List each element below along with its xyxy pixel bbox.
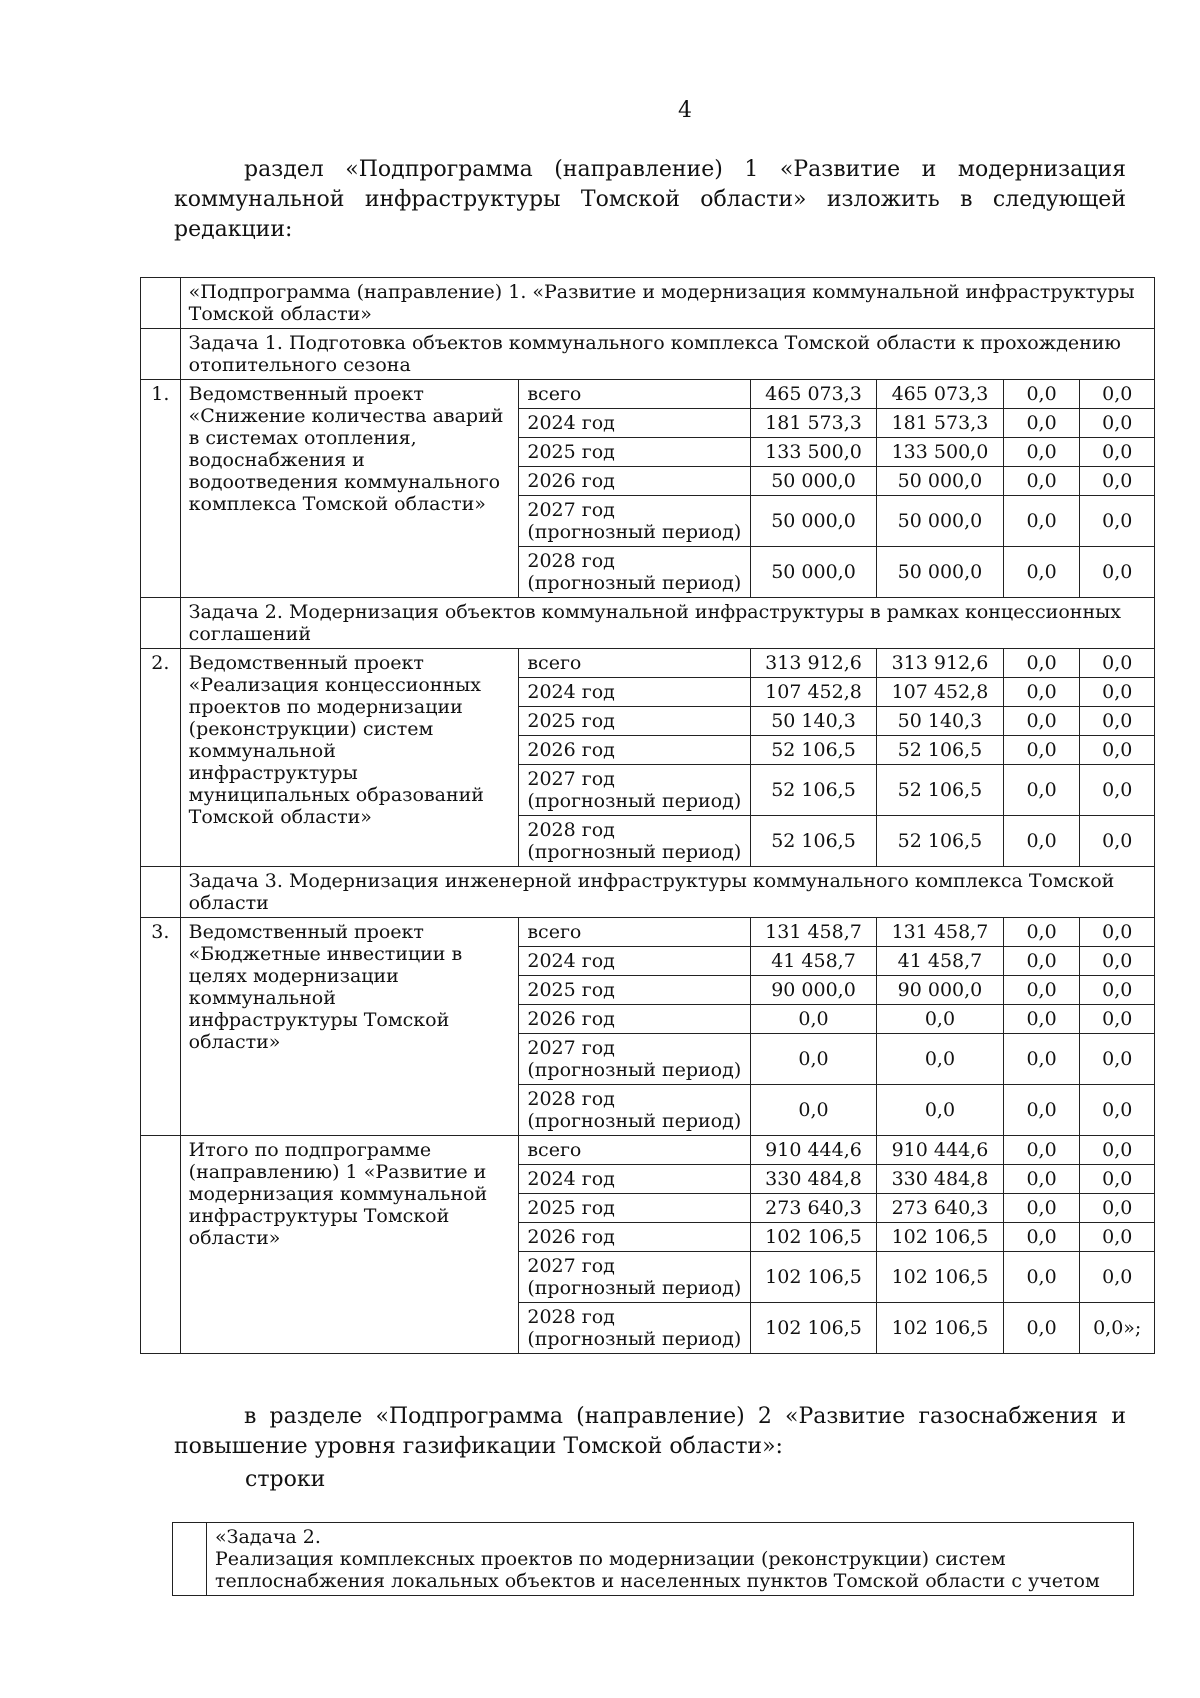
task-title: Задача 3. Модернизация инженерной инфраструктуры коммунального комплекса Томской области [180,867,1154,918]
value-cell-v3: 0,0 [1003,918,1080,947]
third-paragraph: строки [245,1467,326,1492]
value-cell-v3: 0,0 [1003,1085,1080,1136]
value-cell-v2: 52 106,5 [877,736,1003,765]
period-cell: 2024 год [519,1165,750,1194]
page-number: 4 [678,98,692,123]
value-cell-v4: 0,0 [1080,438,1155,467]
value-cell-v2: 131 458,7 [877,918,1003,947]
period-cell: всего [519,918,750,947]
value-cell-v1: 52 106,5 [750,816,876,867]
value-cell-v2: 313 912,6 [877,649,1003,678]
value-cell-v4: 0,0 [1080,1223,1155,1252]
value-cell-v1: 52 106,5 [750,765,876,816]
value-cell-v4: 0,0 [1080,1034,1155,1085]
row-number: 1. [141,380,181,598]
value-cell-v3: 0,0 [1003,380,1080,409]
tail-table [172,1522,1134,1596]
value-cell-v1: 90 000,0 [750,976,876,1005]
value-cell-v2: 102 106,5 [877,1223,1003,1252]
value-cell-v2: 90 000,0 [877,976,1003,1005]
value-cell-v2: 0,0 [877,1085,1003,1136]
value-cell-v4: 0,0 [1080,467,1155,496]
value-cell-v3: 0,0 [1003,1252,1080,1303]
value-cell-v3: 0,0 [1003,1034,1080,1085]
period-cell: 2028 год (прогнозный период) [519,1085,750,1136]
value-cell-v1: 181 573,3 [750,409,876,438]
value-cell-v4: 0,0 [1080,707,1155,736]
row-number [141,1136,181,1354]
value-cell-v4: 0,0 [1080,816,1155,867]
value-cell-v4: 0,0 [1080,736,1155,765]
value-cell-v4: 0,0 [1080,547,1155,598]
value-cell-v4: 0,0 [1080,380,1155,409]
task-number-cell [141,867,181,918]
value-cell-v2: 465 073,3 [877,380,1003,409]
header-number-cell [141,278,181,329]
period-cell: 2025 год [519,707,750,736]
period-cell: 2027 год (прогнозный период) [519,765,750,816]
period-cell: 2024 год [519,678,750,707]
tail-number-cell [173,1523,207,1596]
value-cell-v3: 0,0 [1003,1303,1080,1354]
period-cell: 2028 год (прогнозный период) [519,547,750,598]
value-cell-v3: 0,0 [1003,409,1080,438]
period-cell: 2024 год [519,947,750,976]
value-cell-v1: 102 106,5 [750,1252,876,1303]
value-cell-v2: 50 000,0 [877,496,1003,547]
period-cell: 2025 год [519,438,750,467]
second-paragraph [174,1402,1126,1462]
project-name: Ведомственный проект «Снижение количества аварий в системах отопления, водоснабжения и водоотведения коммунального комплекса Томской области» [180,380,519,598]
period-cell: 2027 год (прогнозный период) [519,496,750,547]
period-cell: 2026 год [519,736,750,765]
value-cell-v3: 0,0 [1003,547,1080,598]
value-cell-v4: 0,0 [1080,1165,1155,1194]
table-row [141,918,1155,947]
value-cell-v4: 0,0 [1080,918,1155,947]
value-cell-v2: 52 106,5 [877,816,1003,867]
value-cell-v3: 0,0 [1003,1005,1080,1034]
value-cell-v2: 52 106,5 [877,765,1003,816]
total-name: Итого по подпрограмме (направлению) 1 «Развитие и модернизация коммунальной инфраструктуры Томской области» [180,1136,519,1354]
value-cell-v2: 910 444,6 [877,1136,1003,1165]
value-cell-v1: 107 452,8 [750,678,876,707]
value-cell-v1: 313 912,6 [750,649,876,678]
task-row [141,598,1155,649]
value-cell-v1: 50 000,0 [750,547,876,598]
value-cell-v1: 0,0 [750,1005,876,1034]
value-cell-v4: 0,0 [1080,1136,1155,1165]
table-row [141,649,1155,678]
value-cell-v4: 0,0 [1080,1252,1155,1303]
row-number: 3. [141,918,181,1136]
value-cell-v4: 0,0 [1080,678,1155,707]
value-cell-v3: 0,0 [1003,1223,1080,1252]
period-cell: 2028 год (прогнозный период) [519,816,750,867]
value-cell-v1: 0,0 [750,1034,876,1085]
intro-paragraph [174,155,1126,245]
value-cell-v2: 273 640,3 [877,1194,1003,1223]
period-cell: 2025 год [519,976,750,1005]
value-cell-v3: 0,0 [1003,678,1080,707]
value-cell-v4: 0,0 [1080,496,1155,547]
subprogram-table [140,277,1155,1354]
value-cell-v4: 0,0 [1080,409,1155,438]
period-cell: 2027 год (прогнозный период) [519,1252,750,1303]
value-cell-v3: 0,0 [1003,736,1080,765]
period-cell: 2025 год [519,1194,750,1223]
period-cell: 2027 год (прогнозный период) [519,1034,750,1085]
value-cell-v3: 0,0 [1003,976,1080,1005]
value-cell-v3: 0,0 [1003,1165,1080,1194]
value-cell-v3: 0,0 [1003,707,1080,736]
value-cell-v1: 131 458,7 [750,918,876,947]
table-row [141,1136,1155,1165]
value-cell-v3: 0,0 [1003,438,1080,467]
value-cell-v2: 50 000,0 [877,467,1003,496]
value-cell-v4: 0,0 [1080,649,1155,678]
period-cell: всего [519,1136,750,1165]
value-cell-v4: 0,0»; [1080,1303,1155,1354]
value-cell-v3: 0,0 [1003,947,1080,976]
value-cell-v3: 0,0 [1003,765,1080,816]
value-cell-v1: 330 484,8 [750,1165,876,1194]
tail-task-cell: «Задача 2. Реализация комплексных проектов по модернизации (реконструкции) систем теплоснабжения локальных объектов и населенных пунктов Томской области с учетом [207,1523,1134,1596]
task-title: Задача 2. Модернизация объектов коммунальной инфраструктуры в рамках концессионных соглашений [180,598,1154,649]
value-cell-v2: 50 000,0 [877,547,1003,598]
task-title: Задача 1. Подготовка объектов коммунального комплекса Томской области к прохождению отопительного сезона [180,329,1154,380]
value-cell-v4: 0,0 [1080,765,1155,816]
task-row [141,867,1155,918]
value-cell-v2: 330 484,8 [877,1165,1003,1194]
value-cell-v1: 102 106,5 [750,1223,876,1252]
value-cell-v4: 0,0 [1080,1005,1155,1034]
value-cell-v1: 273 640,3 [750,1194,876,1223]
value-cell-v1: 50 000,0 [750,496,876,547]
value-cell-v4: 0,0 [1080,1085,1155,1136]
value-cell-v3: 0,0 [1003,496,1080,547]
task-number-cell [141,329,181,380]
period-cell: всего [519,649,750,678]
period-cell: 2026 год [519,1005,750,1034]
value-cell-v4: 0,0 [1080,947,1155,976]
value-cell-v2: 50 140,3 [877,707,1003,736]
period-cell: 2026 год [519,467,750,496]
value-cell-v1: 52 106,5 [750,736,876,765]
value-cell-v2: 107 452,8 [877,678,1003,707]
intro-paragraph-text: раздел «Подпрограмма (направление) 1 «Развитие и модернизация коммунальной инфраструктуры Томской области» изложить в следующей редакции: [174,157,1126,242]
task-number-cell [141,598,181,649]
value-cell-v2: 181 573,3 [877,409,1003,438]
period-cell: всего [519,380,750,409]
value-cell-v1: 0,0 [750,1085,876,1136]
value-cell-v4: 0,0 [1080,1194,1155,1223]
value-cell-v3: 0,0 [1003,1136,1080,1165]
value-cell-v2: 102 106,5 [877,1303,1003,1354]
table-row [141,380,1155,409]
value-cell-v1: 102 106,5 [750,1303,876,1354]
period-cell: 2028 год (прогнозный период) [519,1303,750,1354]
value-cell-v4: 0,0 [1080,976,1155,1005]
value-cell-v1: 41 458,7 [750,947,876,976]
period-cell: 2026 год [519,1223,750,1252]
value-cell-v1: 910 444,6 [750,1136,876,1165]
second-paragraph-text: в разделе «Подпрограмма (направление) 2 «Развитие газоснабжения и повышение уровня газификации Томской области»: [174,1404,1126,1459]
value-cell-v3: 0,0 [1003,467,1080,496]
value-cell-v1: 50 140,3 [750,707,876,736]
value-cell-v2: 0,0 [877,1005,1003,1034]
task-row [141,329,1155,380]
row-number: 2. [141,649,181,867]
table-header: «Подпрограмма (направление) 1. «Развитие и модернизация коммунальной инфраструктуры Томской области» [180,278,1154,329]
value-cell-v2: 133 500,0 [877,438,1003,467]
project-name: Ведомственный проект «Бюджетные инвестиции в целях модернизации коммунальной инфраструктуры Томской области» [180,918,519,1136]
value-cell-v2: 102 106,5 [877,1252,1003,1303]
value-cell-v3: 0,0 [1003,649,1080,678]
project-name: Ведомственный проект «Реализация концессионных проектов по модернизации (реконструкции) систем коммунальной инфраструктуры муниципальных образований Томской области» [180,649,519,867]
value-cell-v3: 0,0 [1003,1194,1080,1223]
value-cell-v2: 41 458,7 [877,947,1003,976]
value-cell-v2: 0,0 [877,1034,1003,1085]
value-cell-v3: 0,0 [1003,816,1080,867]
period-cell: 2024 год [519,409,750,438]
value-cell-v1: 50 000,0 [750,467,876,496]
value-cell-v1: 133 500,0 [750,438,876,467]
value-cell-v1: 465 073,3 [750,380,876,409]
